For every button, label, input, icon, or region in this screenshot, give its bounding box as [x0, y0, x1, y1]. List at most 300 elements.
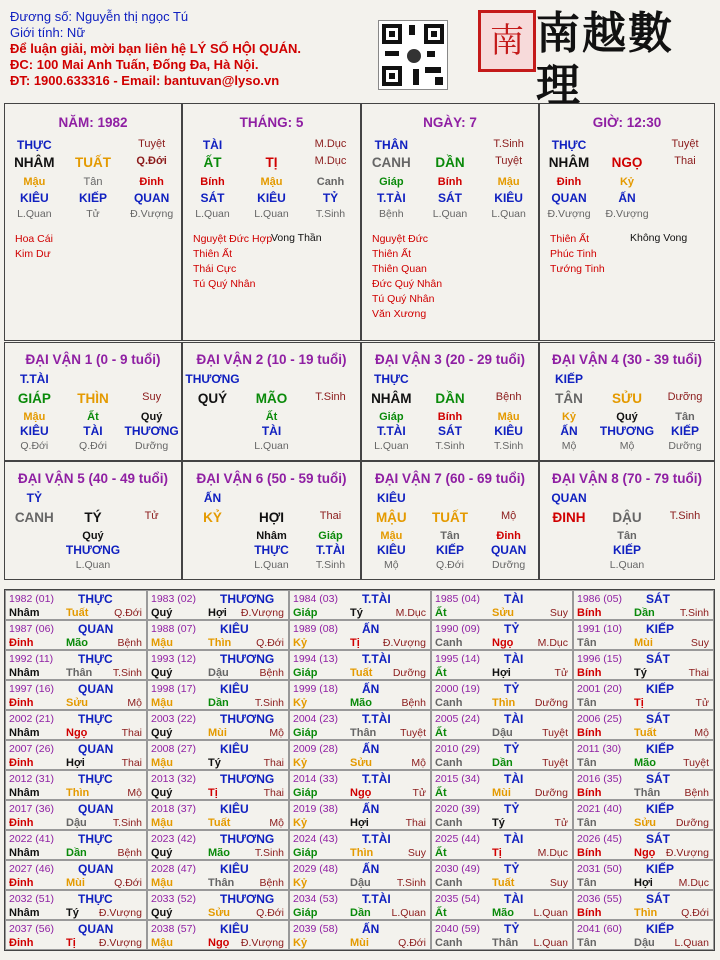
year-stage: Thai [688, 667, 709, 679]
hidden-god: TỶ [322, 191, 339, 205]
year-label: 2008 (27) [151, 743, 196, 755]
year-stage: T.Sinh [254, 697, 284, 709]
hidden-stage: L.Quan [17, 208, 52, 220]
year-branch: Tuất [66, 607, 89, 619]
hidden-stem: Bính [437, 411, 463, 423]
year-label: 2018 (37) [151, 803, 196, 815]
pillar-stage: M.Dục [314, 138, 347, 150]
year-stem: Tân [577, 817, 597, 829]
hidden-stage: Tử [86, 208, 100, 220]
hidden-god: KIÊU [494, 424, 523, 438]
year-god: TÀI [504, 772, 524, 786]
hidden-stem: Đinh [139, 176, 164, 188]
year-stem: Canh [435, 637, 463, 649]
year-stem: Ất [435, 667, 447, 679]
year-branch: Tuất [350, 667, 373, 679]
year-cell [5, 620, 147, 650]
year-stem: Mậu [151, 937, 173, 949]
year-branch: Dần [350, 907, 371, 919]
year-branch: Thân [634, 787, 661, 799]
hidden-god: KIÊU [19, 424, 49, 438]
year-branch: Thìn [350, 847, 374, 859]
year-god: THƯƠNG [220, 712, 275, 726]
star-note: Thiên Ất [193, 248, 233, 260]
year-branch: Dậu [208, 667, 229, 679]
year-stage: L.Quan [533, 907, 568, 919]
hidden-stem: Giáp [318, 530, 343, 542]
year-branch: Mão [66, 637, 88, 649]
hidden-stem: Quý [82, 530, 104, 542]
year-branch: Sửu [492, 607, 515, 619]
year-cell [431, 710, 573, 740]
pillar-god: THỰC [17, 138, 52, 152]
dai-van-stem: ĐINH [552, 510, 586, 525]
dai-van-cell [182, 461, 361, 580]
year-god: TÀI [504, 712, 524, 726]
year-god: QUAN [78, 622, 114, 636]
year-stem: Kỷ [293, 937, 308, 949]
hidden-stem: Tân [617, 530, 637, 542]
year-stage: Bệnh [259, 877, 284, 889]
year-stem: Canh [435, 877, 463, 889]
year-branch: Dần [66, 847, 87, 859]
star-note-extra: Không Vong [630, 232, 688, 244]
year-god: ẤN [362, 742, 380, 756]
year-stem: Mậu [151, 877, 173, 889]
year-branch: Dậu [66, 817, 87, 829]
hidden-stem: Kỷ [561, 411, 577, 423]
year-god: SÁT [646, 592, 670, 606]
star-note: Tú Quý Nhân [193, 278, 256, 290]
year-cell [289, 830, 431, 860]
hidden-god: QUAN [133, 191, 170, 205]
year-label: 2015 (34) [435, 773, 480, 785]
hidden-stem [5, 530, 63, 542]
year-stage: Đ.Vượng [665, 847, 709, 859]
year-branch: Tị [492, 847, 502, 859]
year-cell [147, 650, 289, 680]
year-cell [431, 620, 573, 650]
year-stem: Đinh [9, 637, 34, 649]
year-cell [147, 860, 289, 890]
year-label: 2033 (52) [151, 893, 196, 905]
year-label: 2038 (57) [151, 923, 196, 935]
year-god: THƯƠNG [220, 652, 275, 666]
year-label: 2035 (54) [435, 893, 480, 905]
year-stem: Kỷ [293, 637, 308, 649]
hidden-god: KIẾP [435, 543, 464, 557]
hidden-stage: L.Quan [432, 208, 468, 220]
address-line: ĐC: 100 Mai Anh Tuấn, Đống Đa, Hà Nội. [10, 57, 259, 72]
year-branch: Sửu [208, 907, 231, 919]
year-god: THƯƠNG [220, 892, 275, 906]
year-cell [147, 800, 289, 830]
dai-van-title: ĐẠI VẬN 5 (40 - 49 tuổi) [17, 471, 169, 486]
year-cell [147, 920, 289, 950]
year-label: 1989 (08) [293, 623, 338, 635]
year-label: 2029 (48) [293, 863, 338, 875]
year-stage: Thai [405, 817, 426, 829]
year-label: 2031 (50) [577, 863, 622, 875]
hidden-stage [183, 559, 241, 571]
year-branch: Hợi [66, 757, 85, 769]
year-branch: Ngọ [66, 727, 88, 739]
hidden-god [301, 424, 359, 438]
star-note: Tú Quý Nhân [372, 293, 435, 305]
year-label: 2028 (47) [151, 863, 196, 875]
year-branch: Mão [208, 847, 230, 859]
year-stem: Giáp [293, 607, 318, 619]
year-label: 2003 (22) [151, 713, 196, 725]
hidden-stage [5, 559, 63, 571]
year-label: 1982 (01) [9, 593, 54, 605]
year-cell [147, 890, 289, 920]
year-stage: Tử [554, 817, 568, 829]
year-god: T.TÀI [362, 652, 391, 666]
year-stem: Canh [435, 817, 463, 829]
year-stem: Nhâm [9, 667, 40, 679]
hidden-stem [540, 530, 597, 542]
dai-van-god: THƯƠNG [185, 372, 240, 386]
year-cell [573, 650, 714, 680]
year-stage: Tuyệt [400, 727, 426, 739]
dai-van-title: ĐẠI VẬN 4 (30 - 39 tuổi) [551, 352, 703, 367]
year-stem: Bính [577, 847, 602, 859]
owner-name: Đương số: Nguyễn thị ngọc Tú [10, 9, 189, 24]
year-branch: Thìn [634, 907, 658, 919]
year-branch: Tuất [208, 817, 231, 829]
contact-line: Để luận giải, mời bạn liên hệ LÝ SỐ HỘI QUÁN. [10, 41, 301, 56]
pillar-stage: Tuyệt [138, 138, 166, 150]
dai-van-stem: MẬU [375, 510, 407, 525]
year-branch: Tị [66, 937, 76, 949]
year-stem: Đinh [9, 877, 34, 889]
year-stage: Suy [407, 847, 426, 859]
year-stage: Suy [549, 607, 568, 619]
year-god: KIÊU [220, 622, 249, 636]
year-branch: Mão [350, 697, 372, 709]
year-cell [5, 890, 147, 920]
hidden-stage [123, 559, 181, 571]
year-label: 1987 (06) [9, 623, 54, 635]
hidden-stage: L.Quan [195, 208, 230, 220]
year-stem: Tân [577, 937, 597, 949]
year-stem: Quý [151, 787, 173, 799]
dai-van-god: THỰC [374, 372, 409, 386]
dai-van-stage: T.Sinh [315, 391, 346, 403]
hidden-god: TÀI [83, 424, 103, 438]
year-cell [431, 860, 573, 890]
year-stem: Bính [577, 667, 602, 679]
year-stem: Nhâm [9, 847, 40, 859]
year-god: SÁT [646, 892, 670, 906]
dai-van-stem: TÂN [555, 391, 583, 406]
dai-van-title: ĐẠI VẬN 7 (60 - 69 tuổi) [374, 471, 526, 486]
year-label: 1992 (11) [9, 653, 54, 665]
hidden-stem [301, 411, 359, 423]
hidden-stage [540, 559, 597, 571]
year-branch: Hợi [208, 607, 227, 619]
year-stem: Đinh [9, 697, 34, 709]
year-stem: Quý [151, 847, 173, 859]
pillar-branch-stage: Tuyệt [495, 155, 523, 167]
year-label: 2016 (35) [577, 773, 622, 785]
year-god: T.TÀI [362, 592, 391, 606]
year-stage: Bệnh [117, 637, 142, 649]
year-branch: Thìn [66, 787, 90, 799]
year-stem: Giáp [293, 787, 318, 799]
dai-van-branch: HỢI [258, 510, 285, 525]
year-cell [573, 710, 714, 740]
year-stage: T.Sinh [112, 667, 142, 679]
year-label: 1996 (15) [577, 653, 622, 665]
year-god: SÁT [646, 652, 670, 666]
hidden-god [5, 543, 63, 557]
year-stage: Đ.Vượng [382, 637, 426, 649]
hidden-stage: Mộ [384, 559, 399, 571]
hidden-god: KIẾP [670, 424, 699, 438]
year-stage: Tuyệt [683, 757, 709, 769]
hidden-god: KIẾP [612, 543, 641, 557]
year-cell [573, 770, 714, 800]
year-god: TỶ [504, 682, 520, 696]
year-stage: Q.Đới [398, 937, 426, 949]
year-branch: Hợi [492, 667, 511, 679]
year-god: T.TÀI [362, 832, 391, 846]
pillar-stem: NHÂM [14, 155, 55, 170]
year-cell [431, 920, 573, 950]
pillar-day [361, 103, 539, 341]
year-stage: M.Dục [395, 607, 426, 619]
year-god: ẤN [362, 622, 380, 636]
year-stage: Mộ [694, 727, 709, 739]
year-stem: Giáp [293, 667, 318, 679]
year-stem: Tân [577, 637, 597, 649]
hidden-stem: Canh [316, 176, 345, 188]
pillar-stem: ẤT [203, 155, 222, 170]
year-label: 1986 (05) [577, 593, 622, 605]
year-stage: T.Sinh [112, 817, 142, 829]
year-stage: Đ.Vượng [98, 937, 142, 949]
dai-van-stage: T.Sinh [669, 510, 701, 522]
year-stem: Kỷ [293, 757, 308, 769]
pillar-stage: Tuyệt [671, 138, 699, 150]
year-stem: Ất [435, 727, 447, 739]
year-cell [289, 620, 431, 650]
star-note: Hoa Cái [15, 233, 53, 245]
year-stage: Dưỡng [675, 817, 709, 829]
hidden-stage: Q.Đới [79, 440, 107, 452]
year-stage: Mộ [127, 787, 142, 799]
dai-van-cell [182, 342, 361, 461]
year-stage: Đ.Vượng [98, 907, 142, 919]
dai-van-branch: TÝ [84, 510, 102, 525]
dai-van-stage: Suy [142, 391, 162, 403]
year-cell [573, 830, 714, 860]
year-cell [147, 770, 289, 800]
year-god: TÀI [504, 592, 524, 606]
dai-van-branch: DẬU [612, 510, 642, 525]
year-branch: Hợi [350, 817, 369, 829]
year-stage: Bệnh [259, 667, 284, 679]
year-god: TỶ [504, 622, 520, 636]
year-god: KIẾP [646, 802, 675, 816]
dai-van-god: QUAN [551, 491, 587, 505]
year-cell [289, 710, 431, 740]
hidden-stem [183, 411, 241, 423]
year-label: 1998 (17) [151, 683, 196, 695]
hidden-god [540, 543, 597, 557]
hidden-god: KIẾP [78, 191, 107, 205]
year-cell [147, 680, 289, 710]
year-label: 1991 (10) [577, 623, 622, 635]
year-label: 1983 (02) [151, 593, 196, 605]
year-stage: Tử [412, 787, 426, 799]
year-cell [431, 590, 573, 620]
hidden-stem: Ất [87, 411, 99, 423]
year-stem: Quý [151, 727, 173, 739]
year-cell [289, 740, 431, 770]
year-stage: L.Quan [674, 937, 709, 949]
year-stage: Bệnh [684, 787, 709, 799]
hidden-stage: Q.Đới [436, 559, 464, 571]
year-stage: Q.Đới [681, 907, 709, 919]
hidden-stage: L.Quan [254, 208, 289, 220]
hidden-stem: Mậu [23, 411, 46, 423]
year-god: QUAN [78, 922, 114, 936]
hidden-god [123, 543, 181, 557]
dai-van-stem: GIÁP [17, 391, 51, 406]
year-branch: Ngọ [492, 637, 514, 649]
year-cell [431, 740, 573, 770]
hidden-god: T.TÀI [376, 191, 406, 205]
hidden-god: ẤN [560, 424, 578, 438]
year-cell [289, 770, 431, 800]
hidden-god: KIÊU [376, 543, 406, 557]
year-stage: Q.Đới [256, 907, 284, 919]
year-label: 2013 (32) [151, 773, 196, 785]
year-cell [5, 650, 147, 680]
year-label: 1994 (13) [293, 653, 338, 665]
dai-van-cell [539, 342, 715, 461]
year-branch: Dậu [492, 727, 513, 739]
hidden-stage: Bệnh [379, 208, 404, 220]
year-god: QUAN [78, 862, 114, 876]
pillar-title: GIỜ: 12:30 [592, 115, 662, 130]
pillar-branch: NGỌ [611, 155, 643, 170]
hidden-god: KIÊU [494, 191, 523, 205]
year-label: 2021 (40) [577, 803, 622, 815]
year-god: KIÊU [220, 862, 249, 876]
year-branch: Dần [208, 697, 229, 709]
hidden-god: THƯƠNG [65, 543, 121, 557]
annual-luck-table [4, 589, 715, 951]
year-stem: Kỷ [293, 877, 308, 889]
year-branch: Thân [66, 667, 93, 679]
year-label: 2040 (59) [435, 923, 480, 935]
year-cell [573, 740, 714, 770]
star-note: Đức Quý Nhân [372, 278, 443, 290]
hidden-god: QUAN [551, 191, 587, 205]
year-cell [5, 590, 147, 620]
year-cell [573, 890, 714, 920]
year-cell [5, 680, 147, 710]
year-god: KIẾP [646, 862, 675, 876]
pillar-stem: NHÂM [548, 155, 590, 170]
year-cell [289, 890, 431, 920]
hidden-stage: T.Sinh [315, 559, 346, 571]
hidden-stem [656, 530, 713, 542]
year-god: TỶ [504, 862, 520, 876]
year-branch: Tý [350, 607, 363, 619]
year-branch: Thân [208, 877, 235, 889]
year-branch: Tý [208, 757, 221, 769]
year-cell [147, 830, 289, 860]
year-god: TỶ [504, 802, 520, 816]
year-god: SÁT [646, 712, 670, 726]
year-branch: Tý [634, 667, 647, 679]
year-cell [289, 800, 431, 830]
hidden-god: THƯƠNG [124, 424, 179, 438]
year-branch: Thân [350, 727, 377, 739]
star-note: Phúc Tinh [550, 248, 597, 260]
phone-email-line: ĐT: 1900.633316 - Email: bantuvan@lyso.vn [10, 73, 280, 88]
year-stem: Nhâm [9, 787, 40, 799]
year-cell [431, 680, 573, 710]
dai-van-title: ĐẠI VẬN 6 (50 - 59 tuổi) [196, 471, 347, 486]
year-label: 2002 (21) [9, 713, 54, 725]
hidden-stage: L.Quan [254, 440, 289, 452]
year-cell [431, 770, 573, 800]
year-stem: Tân [577, 877, 597, 889]
dai-van-title: ĐẠI VẬN 1 (0 - 9 tuổi) [25, 352, 161, 367]
year-label: 2017 (36) [9, 803, 54, 815]
dai-van-god: T.TÀI [19, 372, 49, 386]
year-god: TỶ [504, 922, 520, 936]
hidden-stem [123, 530, 181, 542]
year-label: 2001 (20) [577, 683, 622, 695]
hidden-stage: Đ.Vượng [605, 208, 649, 220]
hidden-stage [301, 440, 359, 452]
dai-van-stage: Dưỡng [667, 391, 703, 403]
year-branch: Dần [634, 607, 655, 619]
pillar-stage: T.Sinh [493, 138, 524, 150]
year-stem: Mậu [151, 697, 173, 709]
year-stem: Ất [435, 847, 447, 859]
year-branch: Dần [492, 757, 513, 769]
hidden-stage: Mộ [561, 440, 577, 452]
year-cell [289, 860, 431, 890]
year-stage: Dưỡng [534, 697, 568, 709]
year-cell [431, 830, 573, 860]
year-god: KIÊU [220, 922, 249, 936]
hidden-god: T.TÀI [376, 424, 406, 438]
year-cell [5, 800, 147, 830]
year-cell [147, 710, 289, 740]
dai-van-branch: THÌN [77, 391, 109, 406]
year-stem: Bính [577, 787, 602, 799]
dai-van-title: ĐẠI VẬN 2 (10 - 19 tuổi) [196, 352, 347, 367]
year-branch: Hợi [634, 877, 653, 889]
year-branch: Sửu [634, 817, 657, 829]
year-cell [147, 740, 289, 770]
year-label: 2019 (38) [293, 803, 338, 815]
year-branch: Sửu [350, 757, 373, 769]
year-stem: Tân [577, 757, 597, 769]
year-stage: Thai [121, 757, 142, 769]
hidden-stem: Giáp [379, 176, 404, 188]
dai-van-stage: Bệnh [495, 391, 522, 403]
